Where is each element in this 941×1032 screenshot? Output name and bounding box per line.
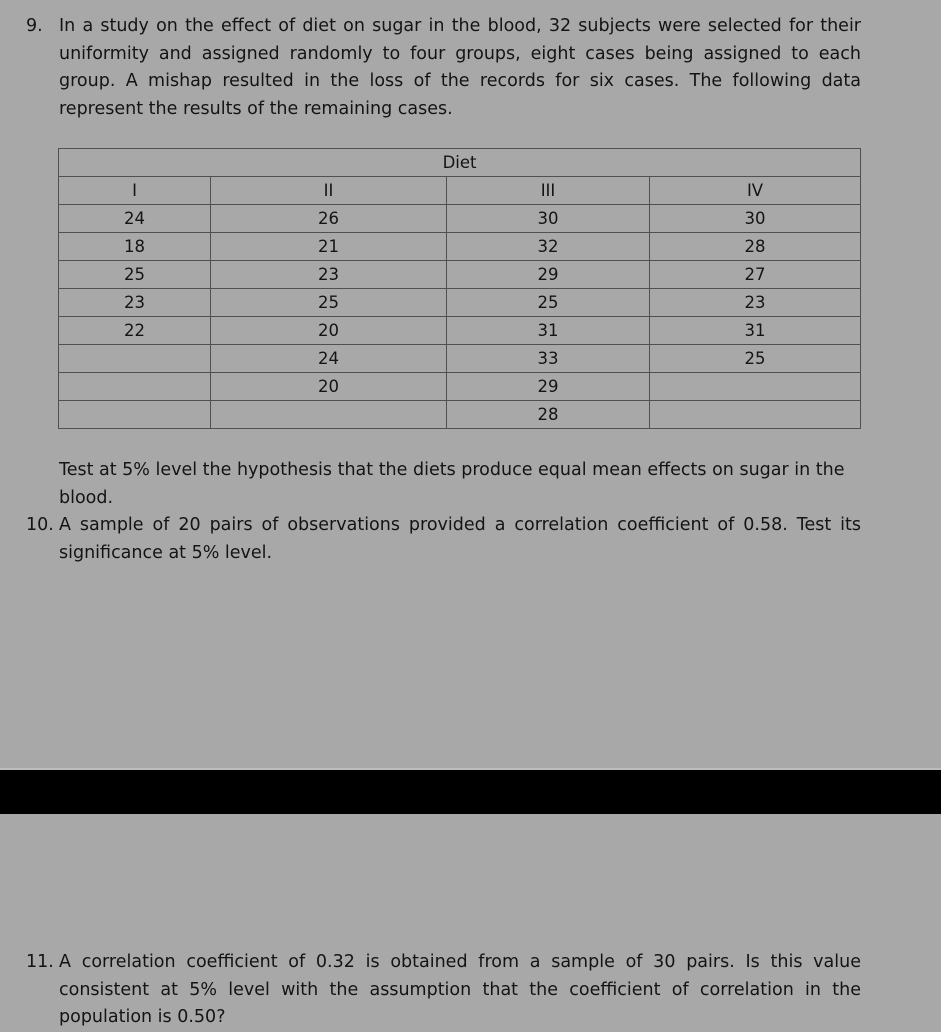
table-row — [59, 289, 861, 317]
column-header-diet-iii: III — [447, 177, 650, 205]
table-row — [59, 233, 861, 261]
question-11 — [26, 949, 861, 1032]
table-cell: 25 — [447, 289, 650, 317]
table-header-row — [59, 177, 861, 205]
question-9-text: In a study on the effect of diet on sugar in the blood, 32 subjects were selected for their uniformity and assigned randomly to four groups, eight cases being assigned to each group. A mishap resulted in the loss of the records for six cases. The following data represent the results of the remaining cases. — [59, 16, 861, 119]
table-row — [59, 205, 861, 233]
table-cell: 18 — [59, 233, 211, 261]
question-11-number: 11. — [26, 952, 54, 972]
table-cell — [59, 401, 211, 429]
table-cell — [211, 401, 447, 429]
table-cell: 23 — [211, 261, 447, 289]
table-cell: 30 — [447, 205, 650, 233]
column-header-diet-i: I — [59, 177, 211, 205]
table-row — [59, 261, 861, 289]
table-cell: 29 — [447, 373, 650, 401]
table-title: Diet — [59, 149, 861, 177]
column-header-diet-iv: IV — [650, 177, 861, 205]
table-cell: 26 — [211, 205, 447, 233]
table-row — [59, 373, 861, 401]
question-9 — [26, 13, 861, 123]
table-cell: 29 — [447, 261, 650, 289]
table-cell: 24 — [211, 345, 447, 373]
table-row — [59, 345, 861, 373]
table-cell — [650, 401, 861, 429]
table-cell: 22 — [59, 317, 211, 345]
table-cell: 23 — [650, 289, 861, 317]
table-cell: 25 — [650, 345, 861, 373]
table-row — [59, 401, 861, 429]
table-cell — [650, 373, 861, 401]
question-10-text: A sample of 20 pairs of observations provided a correlation coefficient of 0.58. Test its significance at 5% level. — [59, 515, 861, 563]
table-cell: 20 — [211, 373, 447, 401]
black-separator-band — [0, 770, 941, 814]
table-cell: 25 — [59, 261, 211, 289]
table-row — [59, 317, 861, 345]
table-cell: 28 — [447, 401, 650, 429]
question-9-number: 9. — [26, 16, 43, 36]
table-cell — [59, 373, 211, 401]
table-title-row — [59, 149, 861, 177]
table-cell: 31 — [447, 317, 650, 345]
table-cell: 30 — [650, 205, 861, 233]
diet-table-container — [58, 148, 860, 429]
column-header-diet-ii: II — [211, 177, 447, 205]
table-cell: 32 — [447, 233, 650, 261]
table-cell: 27 — [650, 261, 861, 289]
question-10 — [26, 512, 861, 567]
diet-table — [58, 148, 861, 429]
table-cell: 23 — [59, 289, 211, 317]
table-cell: 31 — [650, 317, 861, 345]
question-10-number: 10. — [26, 515, 54, 535]
table-cell: 28 — [650, 233, 861, 261]
table-cell: 21 — [211, 233, 447, 261]
table-cell — [59, 345, 211, 373]
question-11-text: A correlation coefficient of 0.32 is obtained from a sample of 30 pairs. Is this value consistent at 5% level with the assumption that the coefficient of correlation in the population is 0.50? — [59, 952, 861, 1027]
table-cell: 25 — [211, 289, 447, 317]
table-cell: 33 — [447, 345, 650, 373]
table-cell: 24 — [59, 205, 211, 233]
question-9-followup: Test at 5% level the hypothesis that the diets produce equal mean effects on sugar in the blood. — [59, 460, 845, 508]
table-cell: 20 — [211, 317, 447, 345]
